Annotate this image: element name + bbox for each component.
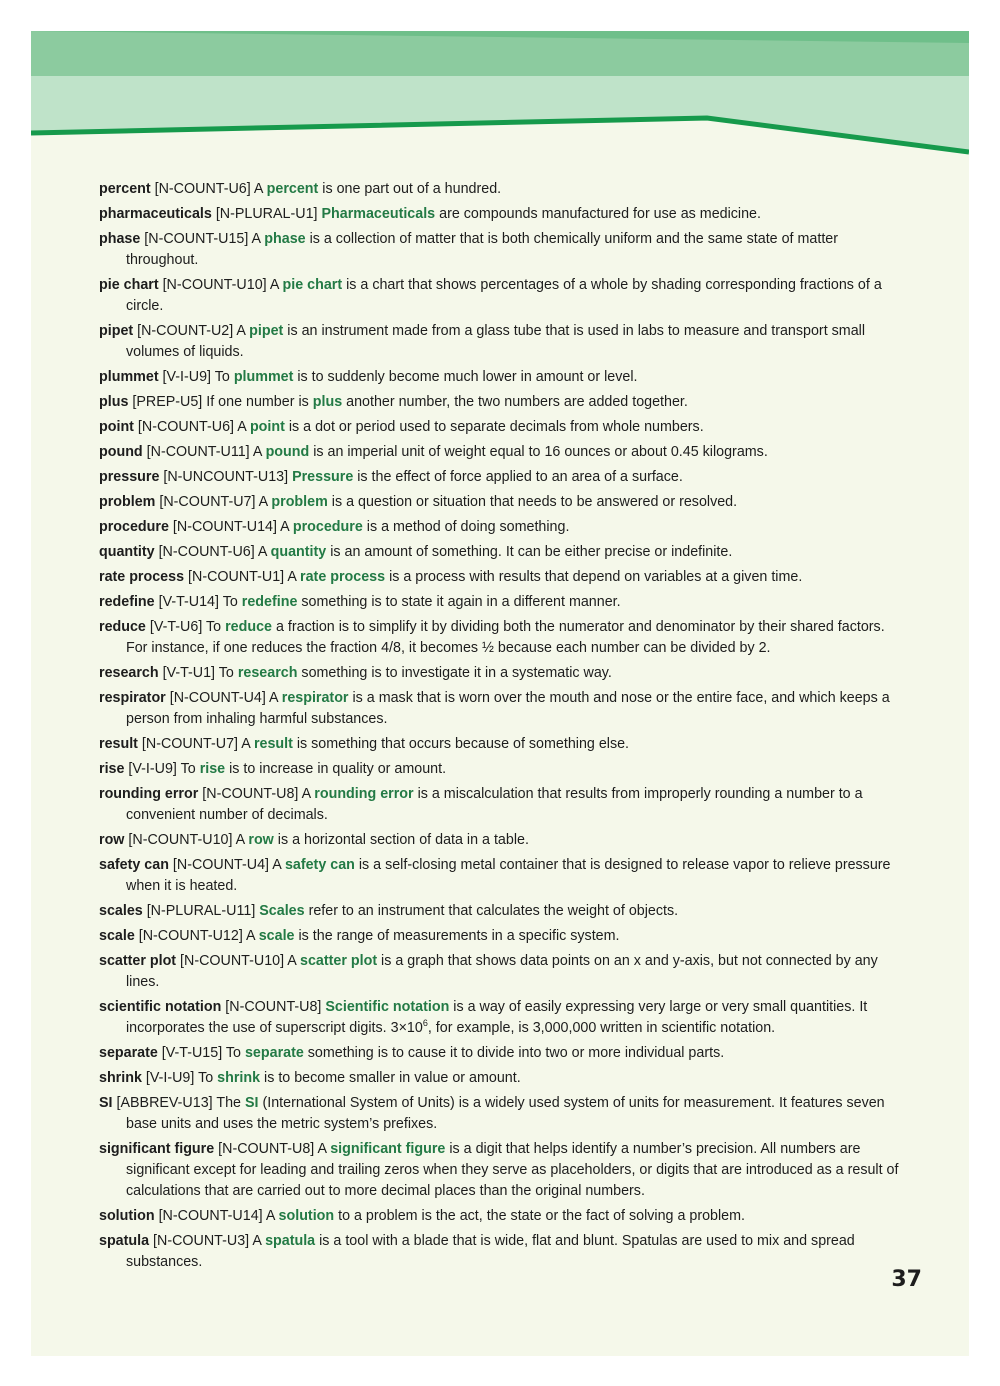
- entry-headword: Scientific notation: [325, 999, 450, 1015]
- entry-lead: A: [253, 181, 267, 197]
- entry-lead: A: [246, 928, 259, 944]
- entry-headword: rounding error: [314, 786, 414, 802]
- entry-headword: Pharmaceuticals: [321, 206, 436, 222]
- entry-lead: A: [265, 1208, 279, 1224]
- entry-code: [N-COUNT-U12]: [134, 928, 246, 944]
- entry-lead: To: [222, 594, 242, 610]
- entry-code: [N-COUNT-U14]: [154, 1208, 266, 1224]
- entry-definition: is a miscalculation that results from improperly rounding a number to a convenient number of decimals.: [126, 786, 863, 823]
- entry-term: shrink: [99, 1070, 142, 1086]
- entry-headword: problem: [271, 494, 328, 510]
- entry-definition: is to increase in quality or amount.: [225, 761, 447, 777]
- glossary-entry: [99, 442, 899, 463]
- entry-definition: (International System of Units) is a widely used system of units for measurement. It features seven base units and uses the metric system’s prefixes.: [126, 1095, 885, 1132]
- entry-definition: is a chart that shows percentages of a whole by shading corresponding fractions of a circle.: [126, 277, 882, 314]
- entry-headword: significant figure: [330, 1141, 446, 1157]
- entry-definition: is a process with results that depend on variables at a given time.: [385, 569, 803, 585]
- entry-term: scatter plot: [99, 953, 177, 969]
- entry-code: [V-T-U1]: [158, 665, 219, 681]
- entry-term: safety can: [99, 857, 169, 873]
- glossary-entry: [99, 275, 899, 317]
- entry-lead: A: [317, 1141, 331, 1157]
- entry-code: [N-COUNT-U7]: [137, 736, 242, 752]
- entry-definition: is a collection of matter that is both chemically uniform and the same state of matter throughout.: [126, 231, 839, 268]
- entry-headword: pound: [265, 444, 310, 460]
- entry-code: [N-COUNT-U6]: [133, 419, 238, 435]
- entry-definition: is a dot or period used to separate decimals from whole numbers.: [284, 419, 704, 435]
- entry-headword: respirator: [281, 690, 349, 706]
- entry-term: pharmaceuticals: [99, 206, 212, 222]
- entry-code: [N-COUNT-U6]: [150, 181, 254, 197]
- entry-code: [N-COUNT-U14]: [168, 519, 281, 535]
- entry-definition: is a graph that shows data points on an x and y-axis, but not connected by any lines.: [126, 953, 878, 990]
- entry-lead: A: [241, 736, 254, 752]
- glossary-entry: [99, 997, 899, 1039]
- entry-lead: A: [235, 832, 249, 848]
- entry-lead: A: [287, 569, 301, 585]
- entry-headword: research: [237, 665, 298, 681]
- glossary-entry: [99, 830, 899, 851]
- entry-term: procedure: [99, 519, 169, 535]
- entry-lead: A: [280, 519, 293, 535]
- entry-headword: procedure: [292, 519, 363, 535]
- entry-lead: A: [272, 857, 285, 873]
- entry-code: [N-COUNT-U3]: [149, 1233, 253, 1249]
- page-number: 37: [891, 1267, 922, 1292]
- entry-headword: separate: [244, 1045, 304, 1061]
- entry-code: [ABBREV-U13]: [112, 1095, 217, 1111]
- glossary-entry: [99, 784, 899, 826]
- entry-headword: scatter plot: [300, 953, 378, 969]
- entry-lead: To: [180, 761, 200, 777]
- entry-term: scales: [99, 903, 143, 919]
- entry-term: separate: [99, 1045, 158, 1061]
- entry-definition: is the effect of force applied to an area of a surface.: [353, 469, 683, 485]
- glossary-entry: [99, 567, 899, 588]
- entry-term: row: [99, 832, 125, 848]
- glossary-entry: [99, 204, 899, 225]
- glossary-entry: [99, 492, 899, 513]
- entry-lead: If one number is: [206, 394, 313, 410]
- entry-term: spatula: [99, 1233, 150, 1249]
- entry-definition: is a way of easily expressing very large or very small quantities. It incorporates the use of superscript digits. 3×10: [126, 999, 868, 1036]
- glossary-entry: [99, 1093, 899, 1135]
- entry-term: respirator: [99, 690, 166, 706]
- entry-term: pound: [99, 444, 143, 460]
- entry-lead: A: [301, 786, 315, 802]
- entry-headword: rate process: [300, 569, 386, 585]
- glossary-entry: [99, 417, 899, 438]
- entry-definition: is a digit that helps identify a number’s precision. All numbers are significant except for leading and trailing zeros when they serve as placeholders, or digits that are introduced as a result of calculations that are carried out to more decimal places than the original numbers.: [126, 1141, 899, 1199]
- entry-definition: is an imperial unit of weight equal to 16 ounces or about 0.45 kilograms.: [309, 444, 768, 460]
- entry-headword: reduce: [225, 619, 272, 635]
- entry-code: [N-COUNT-U4]: [168, 857, 273, 873]
- entry-term: significant figure: [99, 1141, 215, 1157]
- glossary-entry: [99, 1139, 899, 1202]
- entry-headword: plus: [312, 394, 343, 410]
- entry-term: scientific notation: [99, 999, 222, 1015]
- entry-definition: is to become smaller in value or amount.: [260, 1070, 521, 1086]
- entry-definition: is a horizontal section of data in a table.: [273, 832, 529, 848]
- entry-headword: solution: [278, 1208, 335, 1224]
- entry-definition: is a tool with a blade that is wide, flat and blunt. Spatulas are used to mix and spread substances.: [126, 1233, 855, 1270]
- entry-term: reduce: [99, 619, 146, 635]
- entry-definition: are compounds manufactured for use as medicine.: [435, 206, 761, 222]
- glossary-entry: [99, 392, 899, 413]
- entry-definition: something is to cause it to divide into two or more individual parts.: [303, 1045, 725, 1061]
- entry-definition: is a self-closing metal container that is designed to release vapor to relieve pressure when it is heated.: [126, 857, 891, 894]
- glossary-entry: [99, 617, 899, 659]
- entry-term: phase: [99, 231, 141, 247]
- entry-lead: The: [216, 1095, 245, 1111]
- glossary-entry: [99, 321, 899, 363]
- entry-code: [V-T-U6]: [145, 619, 207, 635]
- entry-lead: A: [236, 323, 250, 339]
- entry-term: research: [99, 665, 159, 681]
- glossary-entry: [99, 592, 899, 613]
- entry-headword: point: [249, 419, 285, 435]
- glossary-entry: [99, 663, 899, 684]
- entry-term: problem: [99, 494, 156, 510]
- entry-lead: To: [206, 619, 226, 635]
- entry-definition: is to suddenly become much lower in amount or level.: [293, 369, 638, 385]
- entry-definition: is one part out of a hundred.: [318, 181, 502, 197]
- entry-lead: To: [225, 1045, 245, 1061]
- entry-lead: A: [257, 544, 271, 560]
- entry-code: [N-COUNT-U6]: [154, 544, 258, 560]
- entry-code: [V-I-U9]: [158, 369, 215, 385]
- entry-lead: A: [252, 1233, 266, 1249]
- entry-term: redefine: [99, 594, 155, 610]
- header-banner: [31, 31, 969, 161]
- entry-term: point: [99, 419, 134, 435]
- entry-lead: A: [287, 953, 301, 969]
- entry-lead: A: [258, 494, 272, 510]
- glossary-entry: [99, 367, 899, 388]
- entry-term: plummet: [99, 369, 159, 385]
- entry-term: pie chart: [99, 277, 159, 293]
- entry-definition: to a problem is the act, the state or the fact of solving a problem.: [334, 1208, 745, 1224]
- glossary-entry: [99, 517, 899, 538]
- entry-headword: redefine: [241, 594, 298, 610]
- entry-definition: is a question or situation that needs to be answered or resolved.: [327, 494, 738, 510]
- glossary-entry: [99, 759, 899, 780]
- entry-headword: quantity: [270, 544, 327, 560]
- entry-headword: pie chart: [282, 277, 343, 293]
- entry-term: rise: [99, 761, 125, 777]
- entry-code: [N-UNCOUNT-U13]: [159, 469, 293, 485]
- entry-code: [N-COUNT-U8]: [221, 999, 326, 1015]
- entry-headword: Pressure: [292, 469, 354, 485]
- entry-headword: plummet: [233, 369, 294, 385]
- entry-term: quantity: [99, 544, 155, 560]
- entry-lead: A: [252, 444, 266, 460]
- entry-code: [N-COUNT-U11]: [142, 444, 253, 460]
- entry-term: percent: [99, 181, 151, 197]
- glossary-page: [31, 31, 969, 1356]
- entry-definition: is an amount of something. It can be either precise or indefinite.: [326, 544, 733, 560]
- entry-term: rate process: [99, 569, 185, 585]
- entry-lead: To: [218, 665, 238, 681]
- entry-code: [N-COUNT-U8]: [198, 786, 302, 802]
- entry-code: [N-COUNT-U10]: [158, 277, 270, 293]
- glossary-entry: [99, 1043, 899, 1064]
- glossary-entries: [99, 179, 899, 1277]
- glossary-entry: [99, 688, 899, 730]
- entry-code: [V-I-U9]: [124, 761, 181, 777]
- entry-headword: result: [253, 736, 293, 752]
- entry-term: solution: [99, 1208, 155, 1224]
- entry-code: [N-COUNT-U8]: [214, 1141, 318, 1157]
- entry-lead: A: [269, 690, 282, 706]
- entry-superscript: 6: [422, 1018, 428, 1029]
- entry-code: [N-COUNT-U10]: [176, 953, 288, 969]
- glossary-entry: [99, 1231, 899, 1273]
- entry-term: pipet: [99, 323, 134, 339]
- entry-headword: SI: [244, 1095, 259, 1111]
- entry-lead: To: [214, 369, 234, 385]
- glossary-entry: [99, 1068, 899, 1089]
- entry-headword: scale: [258, 928, 295, 944]
- entry-code: [V-I-U9]: [141, 1070, 199, 1086]
- entry-headword: phase: [264, 231, 306, 247]
- entry-definition: a fraction is to simplify it by dividing both the numerator and denominator by their shared factors. For instance, if one reduces the fraction 4/8, it becomes ½ because each number can be divided by 2.: [126, 619, 885, 656]
- glossary-entry: [99, 1206, 899, 1227]
- entry-definition: refer to an instrument that calculates the weight of objects.: [304, 903, 679, 919]
- glossary-entry: [99, 229, 899, 271]
- entry-code: [N-COUNT-U15]: [140, 231, 252, 247]
- entry-definition: is a method of doing something.: [362, 519, 570, 535]
- entry-code: [N-COUNT-U10]: [124, 832, 236, 848]
- entry-code: [N-PLURAL-U11]: [142, 903, 260, 919]
- entry-code: [N-PLURAL-U1]: [211, 206, 322, 222]
- entry-definition: something is to investigate it in a systematic way.: [297, 665, 612, 681]
- entry-term: plus: [99, 394, 129, 410]
- entry-code: [N-COUNT-U7]: [155, 494, 259, 510]
- entry-headword: Scales: [259, 903, 305, 919]
- glossary-entry: [99, 901, 899, 922]
- entry-term: SI: [99, 1095, 113, 1111]
- entry-definition: another number, the two numbers are added together.: [342, 394, 688, 410]
- entry-lead: To: [198, 1070, 218, 1086]
- entry-code: [V-T-U15]: [157, 1045, 226, 1061]
- glossary-entry: [99, 467, 899, 488]
- entry-code: [PREP-U5]: [128, 394, 207, 410]
- entry-lead: A: [237, 419, 250, 435]
- entry-headword: rise: [199, 761, 226, 777]
- glossary-entry: [99, 542, 899, 563]
- entry-definition: is an instrument made from a glass tube that is used in labs to measure and transport small volumes of liquids.: [126, 323, 866, 360]
- entry-term: rounding error: [99, 786, 199, 802]
- entry-definition: is something that occurs because of something else.: [292, 736, 630, 752]
- entry-headword: safety can: [284, 857, 355, 873]
- glossary-entry: [99, 179, 899, 200]
- entry-definition: is the range of measurements in a specific system.: [294, 928, 620, 944]
- entry-headword: spatula: [265, 1233, 316, 1249]
- entry-headword: percent: [266, 181, 319, 197]
- entry-definition: something is to state it again in a different manner.: [297, 594, 621, 610]
- entry-code: [V-T-U14]: [154, 594, 223, 610]
- entry-lead: A: [251, 231, 265, 247]
- entry-headword: pipet: [249, 323, 284, 339]
- glossary-entry: [99, 734, 899, 755]
- entry-definition: is a mask that is worn over the mouth and nose or the entire face, and which keeps a person from inhaling harmful substances.: [126, 690, 890, 727]
- glossary-entry: [99, 926, 899, 947]
- entry-code: [N-COUNT-U1]: [184, 569, 288, 585]
- glossary-entry: [99, 855, 899, 897]
- entry-term: pressure: [99, 469, 160, 485]
- entry-definition-tail: , for example, is 3,000,000 written in scientific notation.: [427, 1020, 776, 1036]
- entry-term: scale: [99, 928, 135, 944]
- entry-headword: shrink: [217, 1070, 261, 1086]
- entry-code: [N-COUNT-U2]: [133, 323, 237, 339]
- entry-code: [N-COUNT-U4]: [165, 690, 270, 706]
- entry-headword: row: [248, 832, 274, 848]
- entry-lead: A: [269, 277, 283, 293]
- entry-term: result: [99, 736, 138, 752]
- glossary-entry: [99, 951, 899, 993]
